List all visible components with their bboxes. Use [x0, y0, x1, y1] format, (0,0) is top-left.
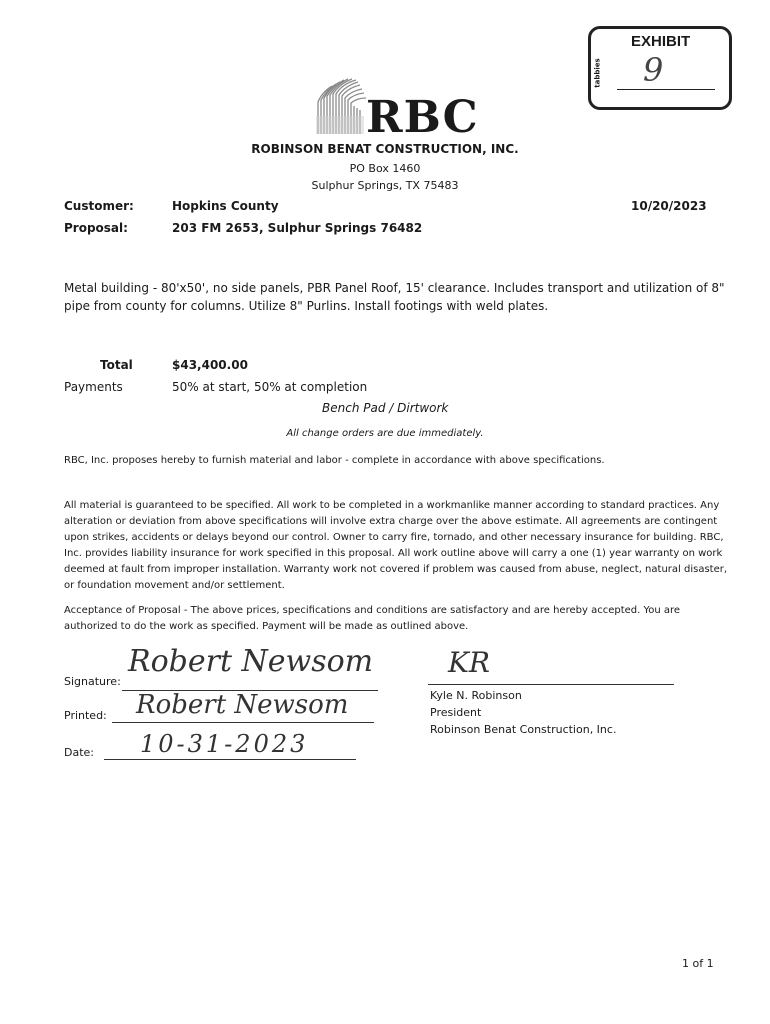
exhibit-title: EXHIBIT	[631, 33, 691, 50]
description-line2: pipe from county for columns. Utilize 8" Purlins. Install footings with weld plates.	[64, 299, 549, 313]
exhibit-line	[617, 89, 715, 90]
exhibit-sticker	[588, 26, 732, 110]
customer-signature: Robert Newsom	[128, 644, 374, 679]
terms-line: alteration or deviation from above specifications will involve extra charge over the above estimate. All agreements are contingent	[64, 516, 718, 527]
payments-label: Payments	[64, 380, 123, 394]
customer-value: Hopkins County	[172, 199, 279, 213]
date-label: Date:	[64, 746, 94, 759]
bench-pad-note: Bench Pad / Dirtwork	[322, 401, 449, 415]
terms-line: upon strikes, accidents or delays beyond our control. Owner to carry fire, tornado, and other necessary insurance for building. RBC,	[64, 532, 724, 543]
terms-line: deemed at fault from improper installation. Warranty work not covered if problem was caused from abuse, neglect, natural disaster,	[64, 564, 728, 575]
signer-name: Kyle N. Robinson	[430, 689, 522, 702]
payments-value: 50% at start, 50% at completion	[172, 380, 368, 394]
terms-line: Inc. provides liability insurance for work specified in this proposal. All work outline above will carry a one (1) year warranty on work	[64, 548, 723, 559]
signature-label: Signature:	[64, 675, 121, 688]
company-signature: KR	[448, 646, 490, 679]
printed-name: Robert Newsom	[136, 690, 349, 720]
signer-company: Robinson Benat Construction, Inc.	[430, 723, 617, 736]
total-value: $43,400.00	[172, 358, 248, 372]
acceptance-line: authorized to do the work as specified. Payment will be made as outlined above.	[64, 621, 469, 632]
signer-title: President	[430, 706, 482, 719]
exhibit-brand: tabbies	[593, 58, 602, 88]
change-orders-note: All change orders are due immediately.	[286, 428, 484, 439]
total-label: Total	[100, 358, 133, 372]
logo-text: RBC	[366, 92, 479, 143]
company-address-line2: Sulphur Springs, TX 75483	[311, 179, 459, 192]
rbc-logo-icon	[312, 78, 374, 136]
printed-label: Printed:	[64, 709, 107, 722]
description-line1: Metal building - 80'x50', no side panels, PBR Panel Roof, 15' clearance. Includes transport and utilization of 8"	[64, 281, 725, 295]
printed-line	[112, 722, 374, 723]
proposal-label: Proposal:	[64, 221, 128, 235]
proposes-statement: RBC, Inc. proposes hereby to furnish material and labor - complete in accordance with above specifications.	[64, 455, 605, 466]
acceptance-block	[64, 603, 680, 635]
date-line	[104, 759, 356, 760]
company-address-line1: PO Box 1460	[349, 162, 421, 175]
terms-line: or foundation movement and/or settlement.	[64, 580, 285, 591]
proposal-value: 203 FM 2653, Sulphur Springs 76482	[172, 221, 423, 235]
terms-block	[64, 498, 727, 594]
proposal-date: 10/20/2023	[631, 199, 707, 213]
company-name: ROBINSON BENAT CONSTRUCTION, INC.	[251, 142, 519, 156]
customer-label: Customer:	[64, 199, 134, 213]
exhibit-number: 9	[643, 51, 664, 89]
terms-line: All material is guaranteed to be specified. All work to be completed in a workmanlike manner according to standard practices. Any	[64, 500, 720, 511]
page-number: 1 of 1	[682, 957, 714, 970]
signed-date: 10-31-2023	[140, 730, 309, 758]
acceptance-line: Acceptance of Proposal - The above prices, specifications and conditions are satisfactory and are hereby accepted. You are	[64, 605, 681, 616]
company-signature-line	[428, 684, 674, 685]
